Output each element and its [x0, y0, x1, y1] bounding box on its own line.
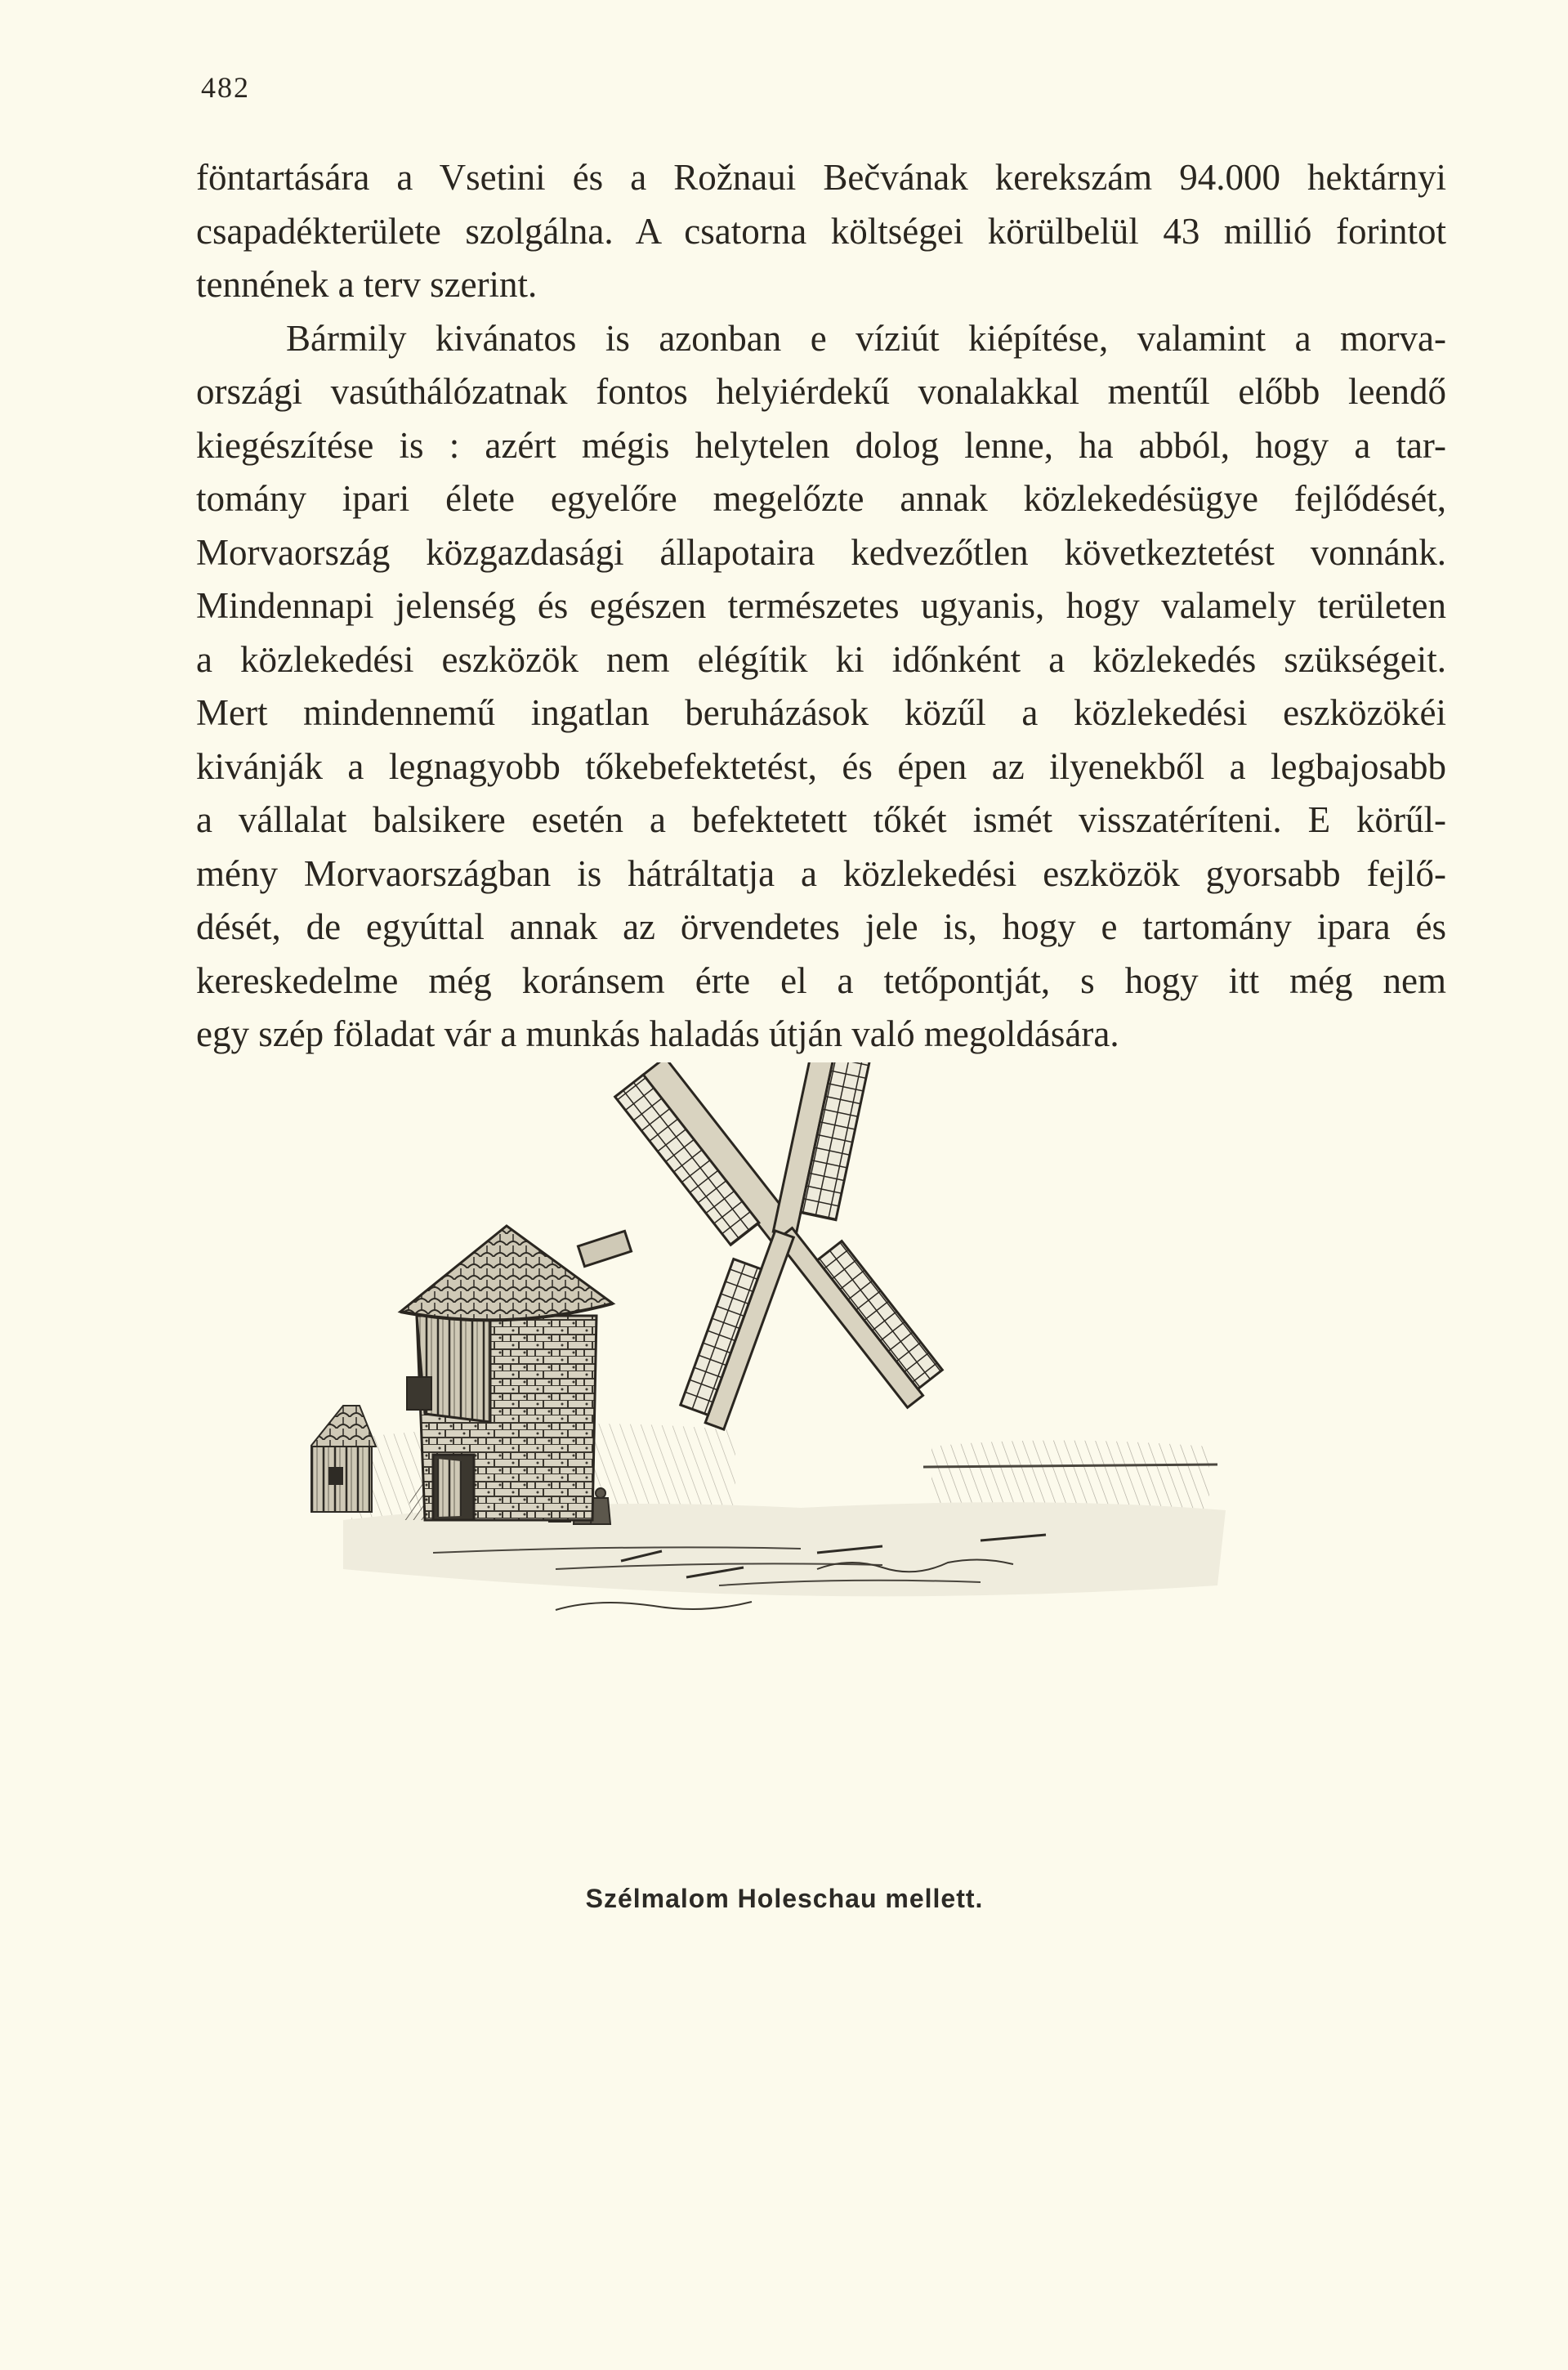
- page-number: 482: [201, 71, 250, 104]
- text-line: kivánják a legnagyobb tőkebefektetést, és épen az ilyenekből a legbajosabb: [196, 745, 1446, 787]
- paragraph-2: [196, 312, 1446, 1062]
- windmill-sails: [615, 1062, 948, 1429]
- text-line: a vállalat balsikere esetén a befektetett tőkét ismét visszatéríteni. E körűl-: [196, 799, 1446, 840]
- text-line: kereskedelme még koránsem érte el a tetőpontját, s hogy itt még nem: [196, 959, 1446, 1001]
- text-line: Mindennapi jelenség és egészen természetes ugyanis, hogy valamely területen: [196, 585, 1446, 626]
- windmill-figure: [310, 1062, 1258, 2370]
- text-line: Mert mindennemű ingatlan beruházások közűl a közlekedési eszközökéi: [196, 692, 1446, 733]
- text-line: mény Morvaországban is hátráltatja a közlekedési eszközök gyorsabb fejlő-: [196, 852, 1446, 894]
- figure-caption: Szélmalom Holeschau mellett.: [585, 1884, 984, 1913]
- text-line: a közlekedési eszközök nem elégítik ki időnként a közlekedés szükségeit.: [196, 638, 1446, 680]
- text-line: dését, de egyúttal annak az örvendetes jele is, hogy e tartomány ipara és: [196, 906, 1446, 947]
- text-line: Bármily kivánatos is azonban e víziút kiépítése, valamint a morva-: [286, 317, 1446, 359]
- text-line: csapadékterülete szolgálna. A csatorna költségei körülbelül 43 millió forintot: [196, 210, 1446, 252]
- body-text: [196, 151, 1446, 1062]
- text-line: Morvaország közgazdasági állapotaira kedvezőtlen következtetést vonnánk.: [196, 531, 1446, 573]
- text-line: föntartására a Vsetini és a Rožnaui Bečvának kerekszám 94.000 hektárnyi: [196, 157, 1446, 198]
- text-line: országi vasúthálózatnak fontos helyiérdekű vonalakkal mentűl előbb leendő: [196, 371, 1446, 412]
- paragraph-1: [196, 151, 1446, 312]
- text-line: kiegészítése is : azért mégis helytelen dolog lenne, ha abból, hogy a tar-: [196, 424, 1446, 466]
- text-line: tomány ipari élete egyelőre megelőzte annak közlekedésügye fejlődését,: [196, 478, 1446, 519]
- windmill-illustration: [310, 1062, 1258, 1880]
- text-line: egy szép föladat vár a munkás haladás útján való megoldására.: [196, 1013, 1119, 1054]
- text-line: tennének a terv szerint.: [196, 264, 538, 305]
